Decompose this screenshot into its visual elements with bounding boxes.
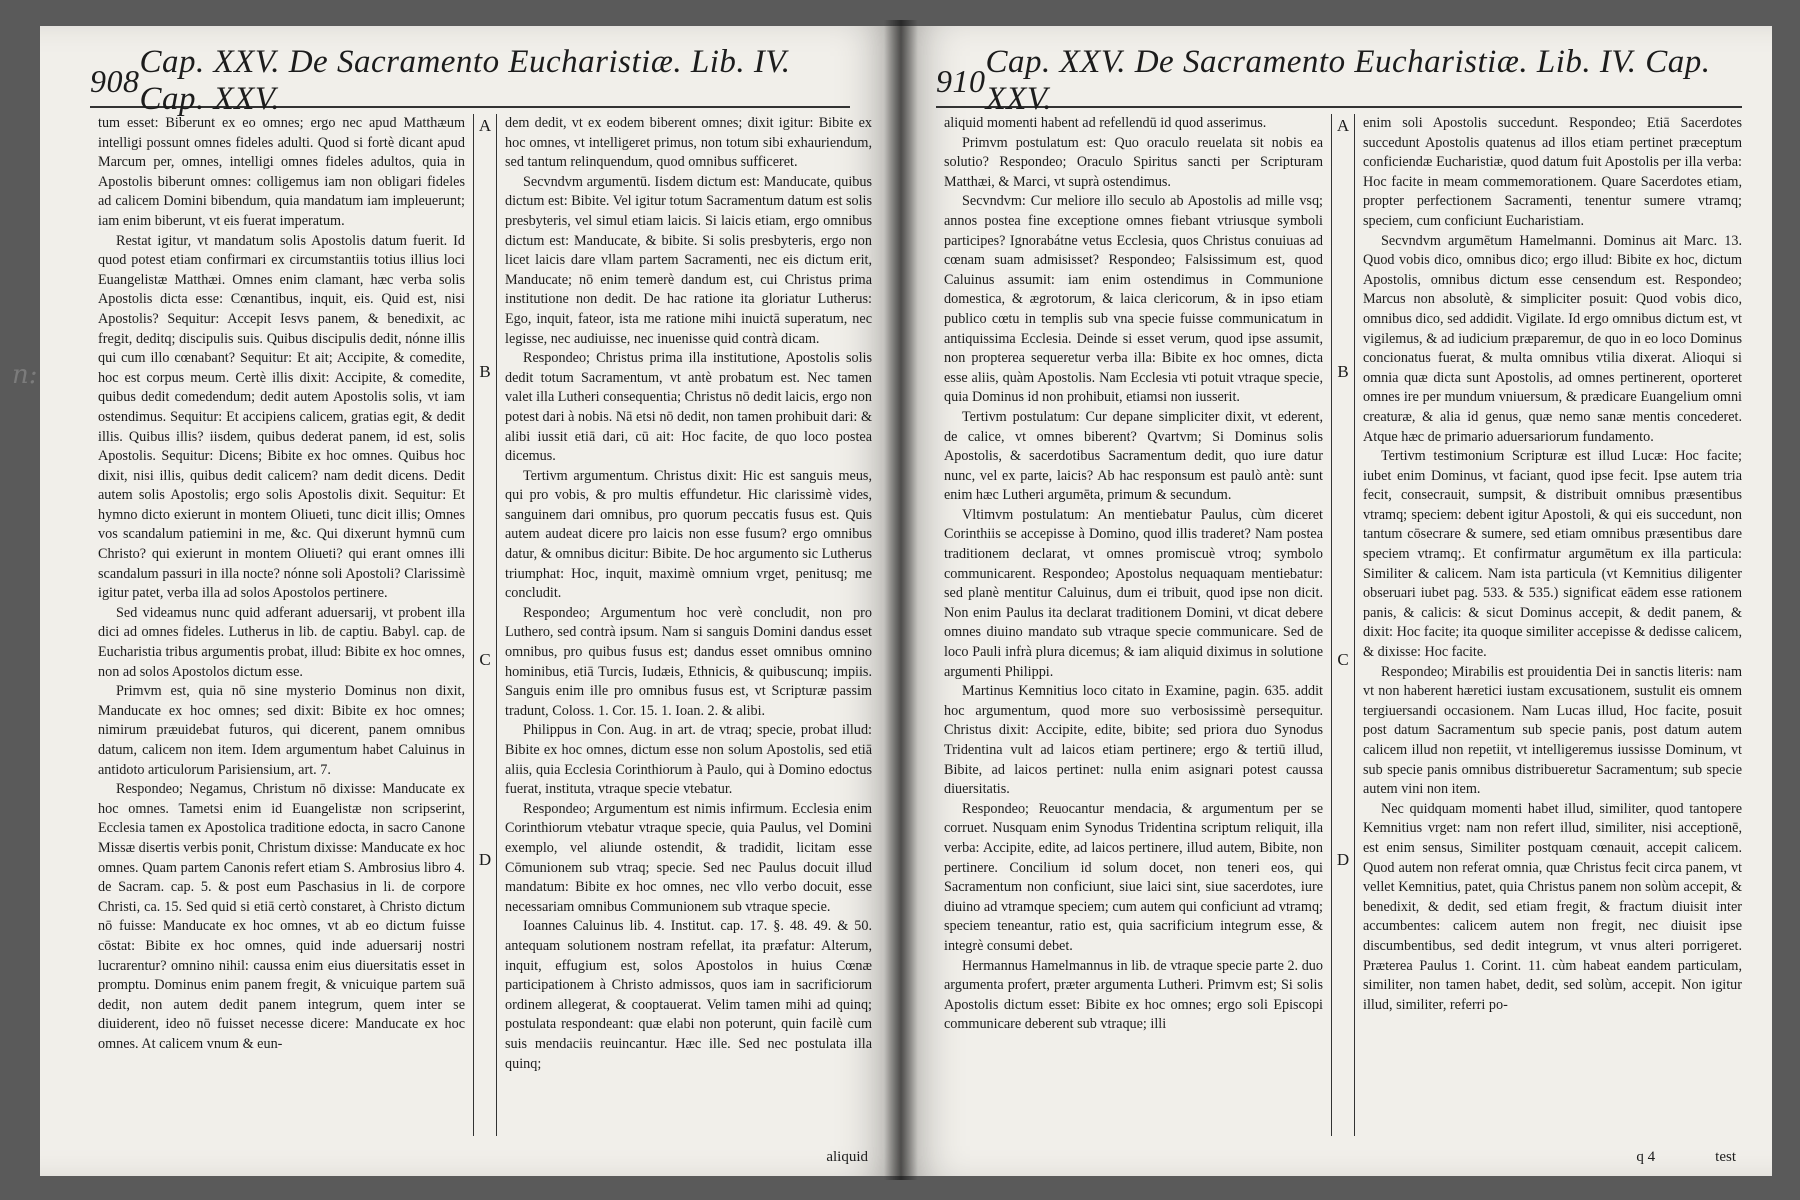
- catchword: test: [1715, 1149, 1736, 1165]
- paragraph: aliquid momenti habent ad refellendū id quod asserimus.: [944, 115, 1267, 131]
- paragraph: Respondeo; Christus prima illa institutione, Apostolis solis dedit totum Sacramentum, vt antè probatum est. Nec tamen valet illa Lutheri consequentia; Christus nō dedit laicis, ergo non potest dari à nobis. Nā etsi nō dedit, non tamen prohibuit dari: & alibi iussit etiā dari, cū ait: Hoc facite, de quo loco postea dicemus.: [505, 350, 872, 465]
- running-header: [90, 44, 850, 117]
- paragraph: Philippus in Con. Aug. in art. de vtraq; specie, probat illud: Bibite ex hoc omnes, dictum esse non solum Apostolis, sed etiā aliis, quia Ecclesia Corinthiorum à Paulo, qui à Domino edoctus fuerat, instituta, vtraque specie vtebatur.: [505, 722, 872, 798]
- paragraph: Primvm postulatum est: Quo oraculo reuelata sit nobis ea solutio? Respondeo; Oraculo Spiritus sancti per Scripturam Matthæi, & Marci, vt suprà ostendimus.: [944, 134, 1323, 190]
- right-page: [900, 26, 1772, 1176]
- paragraph: Respondeo; Mirabilis est prouidentia Dei in sanctis literis: nam vt non haberent hæretici iustam excusationem, sustulit eis omnem tergiuersandi occasionem. Nam Lucas illud, Hoc facite, posuit post datum Sacramentum sub specie panis, post datum autem calicem illud non repetiit, vt intelligeremus iussisse Dominum, vt sub specie panis omnibus distribueretur Sacramentum; sub specie autem vini non item.: [1363, 663, 1742, 798]
- paragraph: Sed videamus nunc quid adferant aduersarij, vt probent illa dici ad omnes fideles. Lutherus in lib. de captiu. Babyl. cap. de Eucharistia tribus argumentis probat, illud: Bibite ex hoc omnes, non ad solos Apostolos dictum esse.: [98, 604, 465, 680]
- catchword: aliquid: [826, 1149, 868, 1165]
- text-column-2: [497, 114, 880, 1136]
- paragraph: Respondeo; Negamus, Christum nō dixisse: Manducate ex hoc omnes. Tametsi enim id Euangelistæ non scripserint, Ecclesia tamen ex Apostolica traditione edocta, in sacro Canone Missæ disertis verbis ponit, Christum dixisse: Manducate ex hoc omnes. Quam partem Canonis refert etiam S. Ambrosius libro 4. de Sacram. cap. 5. & post eum Paschasius in li. de corpore Christi, ca. 15. Sed quid si etiā certò constaret, à Christo dictum nō fuisse: Manducate ex hoc omnes, vt ab eo dictum fuisse cōstat: Bibite ex hoc omnes, quid inde aduersarij nostri lucrarentur? omnino nihil: caussa enim eius diuersitatis esset in promptu. Dominus enim panem fregit, & vnicuique partem suā dedit, non autem dedit panem integrum, quem inter se diuiderent, ideo nō fuisset necesse dicere: Manducate ex hoc omnes. At calicem vnum & eun-: [98, 781, 465, 1052]
- paragraph: Restat igitur, vt mandatum solis Apostolis datum fuerit. Id quod potest etiam confirmari ex circumstantiis totius illius loci Euangelistæ Matthæi. Omnes enim clamant, hæc verba solis Apostolis dicta esse: Cœnantibus, inquit, eis. Quid est, nisi Apostolis? Sequitur: Accepit Iesvs panem, & benedixit, ac fregit, deditq; discipulis suis. Quibus discipulis dedit, nónne illis qui cum illo cœnabant? Sequitur: Et ait; Accipite, & comedite, hoc est corpus meum. Certè illis dixit: Accipite, & comedite, quibus dedit comedendum; dedit autem Apostolis solis, vt iam ostendimus. Sequitur: Et accipiens calicem, gratias egit, & dedit illis. Quibus illis? iisdem, quibus dederat panem, id est, solis Apostolis. Sequitur: Dicens; Bibite ex hoc omnes. Quibus hoc dixit, nisi illis, quibus dedit calicem? nam dedit dicens. Dedit autem solis Apostolis; ergo solis Apostolis dixit. Sequitur: Et hymno dicto exierunt in montem Oliueti, tunc dicit illis; Omnes vos scandalum patiemini in me, &c. Qui dixerunt hymnū cum Christo? qui exierunt in montem Oliueti? qui erant omnes illi scandalum passuri in illa nocte? nónne soli Apostoli? Clarissimè igitur patet, verba illa ad solos Apostolos pertinere.: [98, 232, 465, 602]
- left-page: [40, 26, 900, 1176]
- running-header: [936, 44, 1742, 117]
- paragraph: Respondeo; Argumentum est nimis infirmum. Ecclesia enim Corinthiorum vtebatur vtraque specie, quia Paulus, vel Domini exemplo, vel aliunde ostendit, & tradidit, licitam esse Cōmunionem sub vtraq; specie. Sed nec Paulus docuit illud mandatum: Bibite ex hoc omnes, nec vllo verbo docuit, esse necessariam omnibus Communionem sub vtraque specie.: [505, 800, 872, 915]
- paragraph: tum esset: Biberunt ex eo omnes; ergo nec apud Matthæum intelligi possunt omnes fideles adulti. Quod si fortè dicant apud Marcum per, omnes, intelligi omnes fideles adultos, quia in Apostolis biberunt omnes: colligemus iam non obligari fideles ad calicem Domini bibendum, quia mandatum iam impleuerunt; iam enim biberunt, vt eis fuerat imperatum.: [98, 115, 465, 229]
- page-footer: [1636, 1149, 1736, 1166]
- paragraph: Ioannes Caluinus lib. 4. Institut. cap. 17. §. 48. 49. & 50. antequam solutionem nostram refellat, ita præfatur: Alterum, inquit, effugium est, solos Apostolos in huius Cœnæ participationem à Christo admissos, quos iam in sacrificiorum ordinem allegerat, & cooptauerat. Velim tamen mihi ad quinq; postulata respondeant: quæ elabi non poterunt, quin facilè cum suis mendaciis reuincantur. Hæc ille. Sed nec postulata illa quinq;: [505, 918, 872, 1072]
- paragraph: Respondeo; Argumentum hoc verè concludit, non pro Luthero, sed contrà ipsum. Nam si sanguis Domini dandus esset omnibus, pro quibus fusus est; dandus esset omnibus omnino hominibus, etiā Turcis, Iudæis, Ethnicis, & quibuscunq; impiis. Sanguis enim ille pro omnibus fusus est, vt Scripturæ passim tradunt, Coloss. 1. Cor. 15. 1. Ioan. 2. & alibi.: [505, 604, 872, 719]
- running-title: Cap. XXV. De Sacramento Eucharistiæ. Lib. IV. Cap. XXV.: [139, 44, 791, 117]
- pencil-annotation: n:: [12, 360, 38, 390]
- margin-letter-d: D: [478, 850, 492, 869]
- text-column-1: [90, 114, 473, 1136]
- paragraph: Secvndvm argumentū. Iisdem dictum est: Manducate, quibus dictum est: Bibite. Vel igitur totum Sacramentum datum est solis presbyteris, vel simul etiam laicis. Si laicis etiam, ergo omnibus dictum est: Manducate, & bibite. Si solis presbyteris, ergo non licet laicis dare vllam partem Sacramenti, nec eis dictum erit, Manducate; nō enim temerè dandum est, cui Christus prima institutione non dedit. De hac ratione ita gloriatur Lutherus: Ego, inquit, fateor, ista me ratione mihi inuictā superatum, nec legisse, nec audiuisse, nec inuenisse quid contrà dicam.: [505, 173, 872, 347]
- paragraph: Secvndvm argumētum Hamelmanni. Dominus ait Marc. 13. Quod vobis dico, omnibus dico; ergo illud: Bibite ex hoc, dictum Apostolis, omnibus dictum esse censendum est. Respondeo; Marcus non absolutè, & simpliciter posuit: Quod vobis dico, omnibus dico, sed addidit. Vigilate. Id ergo omnibus dictum est, vt vigilemus, & ad iudicium præparemur, de quo in eo loco Dominus concionatus fuerat, & multa omnibus vtilia dixerat. Alioqui si omnia quæ dicta sunt Apostolis, ad omnes pertinerent, oporteret omnes ire per mundum vniuersum, & prædicare Euangelium omni creaturæ, & alia id genus, quæ nemo sanæ mentis concederet. Atque hæc de primario aduersariorum fundamento.: [1363, 232, 1742, 445]
- margin-letter-c: C: [479, 650, 491, 669]
- paragraph: Secvndvm: Cur meliore illo seculo ab Apostolis ad mille vsq; annos postea fine exceptione omnes fiebant vtriusque symboli participes? Ignorabátne vetus Ecclesia, quos Christus conuiuas ad cœnam suam admisisset? Respondeo; Falsissimum est, quod Caluinus assumit: iam enim ostendimus in Communione domestica, & ægrotorum, & laica clericorum, & in ipso etiam publico cœtu in templis sub vna specie fuisse communicatum in antiquissima Ecclesia. Deinde si esset verum, quod ipse assumit, non propterea sequeretur verba illa: Bibite ex hoc omnes, dicta esse aliis, quàm Apostolis. Nam Ecclesia vti potuit vtraque specie, quia Dominus id non prohibuit, etiamsi non iusserit.: [944, 193, 1323, 406]
- paragraph: Nec quidquam momenti habet illud, similiter, quod tantopere Kemnitius vrget: nam non refert illud, similiter, nisi acceptionē, est enim sensus, Similiter postquam cœnauit, accepit calicem. Quod autem non referat omnia, quæ Christus fecit circa panem, vt vellet Kemnitius, patet, quia Christus panem non solùm accepit, & benedixit, & dedit, sed etiam fregit, & fractum diuisit inter accumbentes: calicem autem non fregit, nec diuisit ipse discumbentibus, sed dedit integrum, vt vnus alteri porrigeret. Præterea Paulus 1. Corint. 11. cùm habeat eandem particulam, similiter, non tamen habet, dedit, sed solùm, accepit. Non igitur illud, similiter, referri po-: [1363, 800, 1742, 1013]
- paragraph: dem dedit, vt ex eodem biberent omnes; dixit igitur: Bibite ex hoc omnes, vt intelligeret primus, non totum sibi exhauriendum, sed tantum relinquendum, quod omnibus sufficeret.: [505, 115, 872, 171]
- margin-letter-c: C: [1337, 650, 1349, 669]
- text-columns: [90, 114, 880, 1136]
- book-gutter: [884, 20, 918, 1180]
- margin-letters: [473, 114, 497, 1136]
- margin-letter-a: A: [478, 116, 492, 135]
- margin-letter-d: D: [1336, 850, 1350, 869]
- margin-letter-b: B: [1337, 362, 1349, 381]
- text-column-1: [936, 114, 1331, 1136]
- paragraph: Tertivm testimonium Scripturæ est illud Lucæ: Hoc facite; iubet enim Dominus, vt faciant, quod ipse fecit. Ipse autem tria fecit, consecrauit, sumpsit, & distribuit omnibus præsentibus vtramq; speciem: debent igitur Apostoli, & qui eis succedunt, non tantum cōsecrare & sumere, sed etiam omnibus præsentibus dare speciem vtramq;. Et confirmatur argumētum ex illa particula: Similiter & calicem. Nam ista particula (vt Kemnitius diligenter obseruari iubet pag. 533. & 535.) significat eādem esse rationem panis, & calicis: & sicut Dominus accepit, & dedit panem, & dixit: Hoc facite; ita quoque similiter accepisse & dedisse calicem, & dixisse: Hoc facite.: [1363, 448, 1742, 661]
- paragraph: enim soli Apostolis succedunt. Respondeo; Etiā Sacerdotes succedunt Apostolis quatenus ad illos etiam pertinet præceptum conficiendæ Eucharistiæ, quod datum fuit Apostolis per illa verba: Hoc facite in meam commemorationem. Quare Sacerdotes etiam, propter perfectionem Sacramenti, tenentur sumere vtramq; speciem, cum conficiunt Eucharistiam.: [1363, 115, 1742, 229]
- paragraph: Martinus Kemnitius loco citato in Examine, pagin. 635. addit hoc argumentum, quod more suo verbosissimè persequitur. Christus dixit: Accipite, edite, bibite; sed priora duo Synodus Tridentina vult ad laicos etiam pertinere; ergo & tertiū illud, Bibite, ad laicos pertinet: nulla enim asignari potest caussa diuersitatis.: [944, 683, 1323, 798]
- text-column-2: [1355, 114, 1750, 1136]
- paragraph: Respondeo; Reuocantur mendacia, & argumentum per se corruet. Nusquam enim Synodus Tridentina scriptum reliquit, illa verba: Accipite, edite, ad laicos pertinere, illud autem, Bibite, non pertinere. Concilium id solum docet, non teneri eos, qui Sacramentum non conficiunt, siue laici sint, siue sacerdotes, iure diuino ad vtramque speciem; cum autem qui conficiunt ad vtramq; speciem teneantur, ratio est, quia sacrificium integrum esse, & integrè consumi debet.: [944, 800, 1323, 954]
- margin-letter-a: A: [1336, 116, 1350, 135]
- paragraph: Hermannus Hamelmannus in lib. de vtraque specie parte 2. duo argumenta profert, præter argumenta Lutheri. Primvm est; Si solis Apostolis dictum esset: Bibite ex hoc omnes; ergo soli Episcopi communicare deberent sub vtraque; illi: [944, 957, 1323, 1033]
- signature-mark: q 4: [1636, 1149, 1656, 1165]
- page-number: 910: [936, 62, 986, 99]
- text-columns: [936, 114, 1750, 1136]
- paragraph: Tertivm postulatum: Cur depane simpliciter dixit, vt ederent, de calice, vt omnes biberent? Qvartvm; Si Dominus solis Apostolis, & sacerdotibus Sacramentum dedit, quo iure datur nunc, vel ex parte, laicis? Ab hac responsum est paulò antè: sunt enim hæc Lutheri argumēta, primum & secundum.: [944, 408, 1323, 504]
- margin-letter-b: B: [479, 362, 491, 381]
- margin-letters: [1331, 114, 1355, 1136]
- paragraph: Primvm est, quia nō sine mysterio Dominus non dixit, Manducate ex hoc omnes; sed dixit: Bibite ex hoc omnes; nimirum præuidebat futuros, qui dicerent, panem omnibus datum, calicem non item. Idem argumentum habet Caluinus in antidoto articulorum Parisiensium, art. 7.: [98, 683, 465, 778]
- paragraph: Vltimvm postulatum: An mentiebatur Paulus, cùm diceret Corinthiis se accepisse à Domino, quod illis traderet? Nam postea traditionem declarat, vt omnes promiscuè vtroq; symbolo communicarent. Respondeo; Apostolus nequaquam mentiebatur: sed planè mentitur Caluinus, dum ei tribuit, quod ipse non dicit. Non enim Paulus ita declarat traditionem Domini, vt dicat debere omnes diuino mandato sub vtraque specie communicare. Sed de loco Pauli infrà plura dicemus; & iam aliquid diximus in solutione argumenti Philippi.: [944, 506, 1323, 680]
- running-title: Cap. XXV. De Sacramento Eucharistiæ. Lib. IV. Cap. XXV.: [985, 44, 1711, 117]
- page-footer: [826, 1149, 868, 1166]
- page-number: 908: [90, 62, 140, 99]
- paragraph: Tertivm argumentum. Christus dixit: Hic est sanguis meus, qui pro vobis, & pro multis effundetur. Hic clarissimè vides, sanguinem dari omnibus, pro quorum peccatis fusus est. Quis autem audeat dicere pro laicis non esse fusum? ergo omnibus datur, & omnibus dicitur: Bibite. De hoc argumento sic Lutherus triumphat: Hoc, inquit, maximè omnium vrget, penitusq; me concludit.: [505, 467, 872, 602]
